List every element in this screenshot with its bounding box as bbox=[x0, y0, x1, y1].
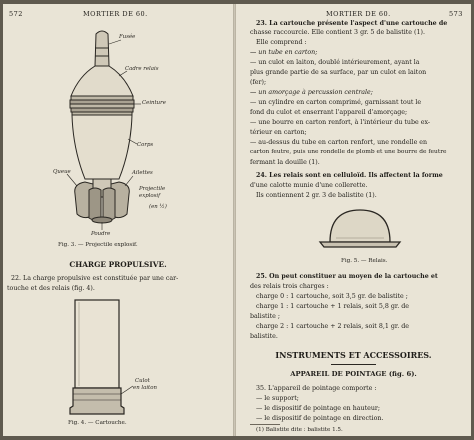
para25-charge2: charge 2 : 1 cartouche + 2 relais, soit 8,1 gr. de bbox=[256, 323, 409, 330]
right-page-number: 573 bbox=[449, 10, 463, 18]
para25-charge1-cont: balistite ; bbox=[250, 313, 280, 320]
para25-charge2-cont: balistite. bbox=[250, 333, 278, 340]
label-ailettes: Ailettes bbox=[132, 170, 153, 176]
para24-line2: d'une calotte munie d'une collerette. bbox=[250, 182, 368, 189]
para35-line4: — le dispositif de pointage en direction. bbox=[256, 415, 384, 422]
para23-line11: — une bourre en carton renfort, à l'intérieur du tube ex- bbox=[250, 119, 431, 126]
para23-line7: (fer); bbox=[250, 79, 267, 86]
para25-charge1: charge 1 : 1 cartouche + 1 relais, soit 5,8 gr. de bbox=[256, 303, 409, 310]
para23-line6: plus grande partie de sa surface, par un culot en laiton bbox=[250, 69, 427, 76]
para23-line1: 23. La cartouche présente l'aspect d'une cartouche de bbox=[256, 20, 448, 27]
para23-line9: — un cylindre en carton comprimé, garnissant tout le bbox=[250, 99, 422, 106]
cartridge-illustration bbox=[3, 294, 233, 434]
fig3-caption: Fig. 3. — Projectile explosif. bbox=[58, 242, 138, 248]
label-scale: (en ½) bbox=[149, 204, 167, 210]
para23-line4: — un tube en carton; bbox=[250, 49, 318, 56]
label-ceinture: Ceinture bbox=[142, 100, 166, 106]
label-queue: Queue bbox=[53, 169, 71, 175]
para23-line2: chasse raccourcie. Elle contient 3 gr. 5 de balistite (1). bbox=[250, 29, 425, 36]
label-fusee: Fusée bbox=[119, 34, 136, 40]
left-page bbox=[3, 4, 234, 436]
right-running-head: MORTIER DE 60. bbox=[326, 10, 391, 18]
para23-line14: carton feutre, puis une rondelle de plomb et une bourre de feutre bbox=[250, 149, 447, 155]
para24-line3: Ils contiennent 2 gr. 3 de balistite (1). bbox=[256, 192, 377, 199]
para23-line10: fond du culot et enserrant l'appareil d'amorçage; bbox=[250, 109, 408, 116]
para35-line1: 35. L'appareil de pointage comporte : bbox=[256, 385, 377, 392]
para23-line5: — un culot en laiton, doublé intérieurement, ayant la bbox=[250, 59, 420, 66]
section-heading-charge: CHARGE PROPULSIVE. bbox=[69, 260, 167, 269]
left-running-head: MORTIER DE 60. bbox=[83, 10, 148, 18]
label-corps: Corps bbox=[137, 142, 154, 148]
para22-line1: 22. La charge propulsive est constituée par une car- bbox=[11, 275, 179, 282]
para35-line3: — le dispositif de pointage en hauteur; bbox=[256, 405, 381, 412]
left-page-number: 572 bbox=[9, 10, 23, 18]
footnote: (1) Balistite dite : balistite 1.5. bbox=[256, 427, 343, 433]
para23-line15: fermant la douille (1). bbox=[250, 159, 320, 166]
para24-line1: 24. Les relais sont en celluloïd. Ils affectent la forme bbox=[256, 172, 443, 179]
label-cadre-relais: Cadre relais bbox=[125, 66, 159, 72]
para25-charge0: charge 0 : 1 cartouche, soit 3,5 gr. de balistite ; bbox=[256, 293, 408, 300]
para22-line2: touche et des relais (fig. 4). bbox=[7, 285, 95, 292]
label-en-laiton: en laiton bbox=[133, 385, 157, 391]
para25-line1: 25. On peut constituer au moyen de la cartouche et bbox=[256, 273, 438, 280]
fig4-caption: Fig. 4. — Cartouche. bbox=[68, 420, 127, 426]
subsection-heading-pointage: APPAREIL DE POINTAGE (fig. 6). bbox=[290, 370, 417, 378]
projectile-illustration bbox=[3, 4, 233, 244]
para23-line13: — au-dessus du tube en carton renfort, une rondelle en bbox=[250, 139, 428, 146]
para25-line2: des relais trois charges : bbox=[250, 283, 329, 290]
relais-illustration bbox=[236, 202, 471, 262]
label-poudre: Poudre bbox=[91, 231, 111, 237]
para23-line3: Elle comprend : bbox=[256, 39, 307, 46]
section-heading-instruments: INSTRUMENTS ET ACCESSOIRES. bbox=[275, 350, 432, 360]
label-projectile-explosif: Projectile explosif bbox=[139, 186, 166, 199]
para23-line8: — un amorçage à percussion centrale; bbox=[250, 89, 373, 96]
fig5-caption: Fig. 5. — Relais. bbox=[341, 258, 388, 264]
para35-line2: — le support; bbox=[256, 395, 299, 402]
footnote-rule bbox=[250, 424, 280, 425]
right-page bbox=[236, 4, 471, 436]
para23-line12: térieur en carton; bbox=[250, 129, 307, 136]
heading-rule bbox=[331, 364, 376, 365]
label-culot: Culot bbox=[135, 378, 150, 384]
